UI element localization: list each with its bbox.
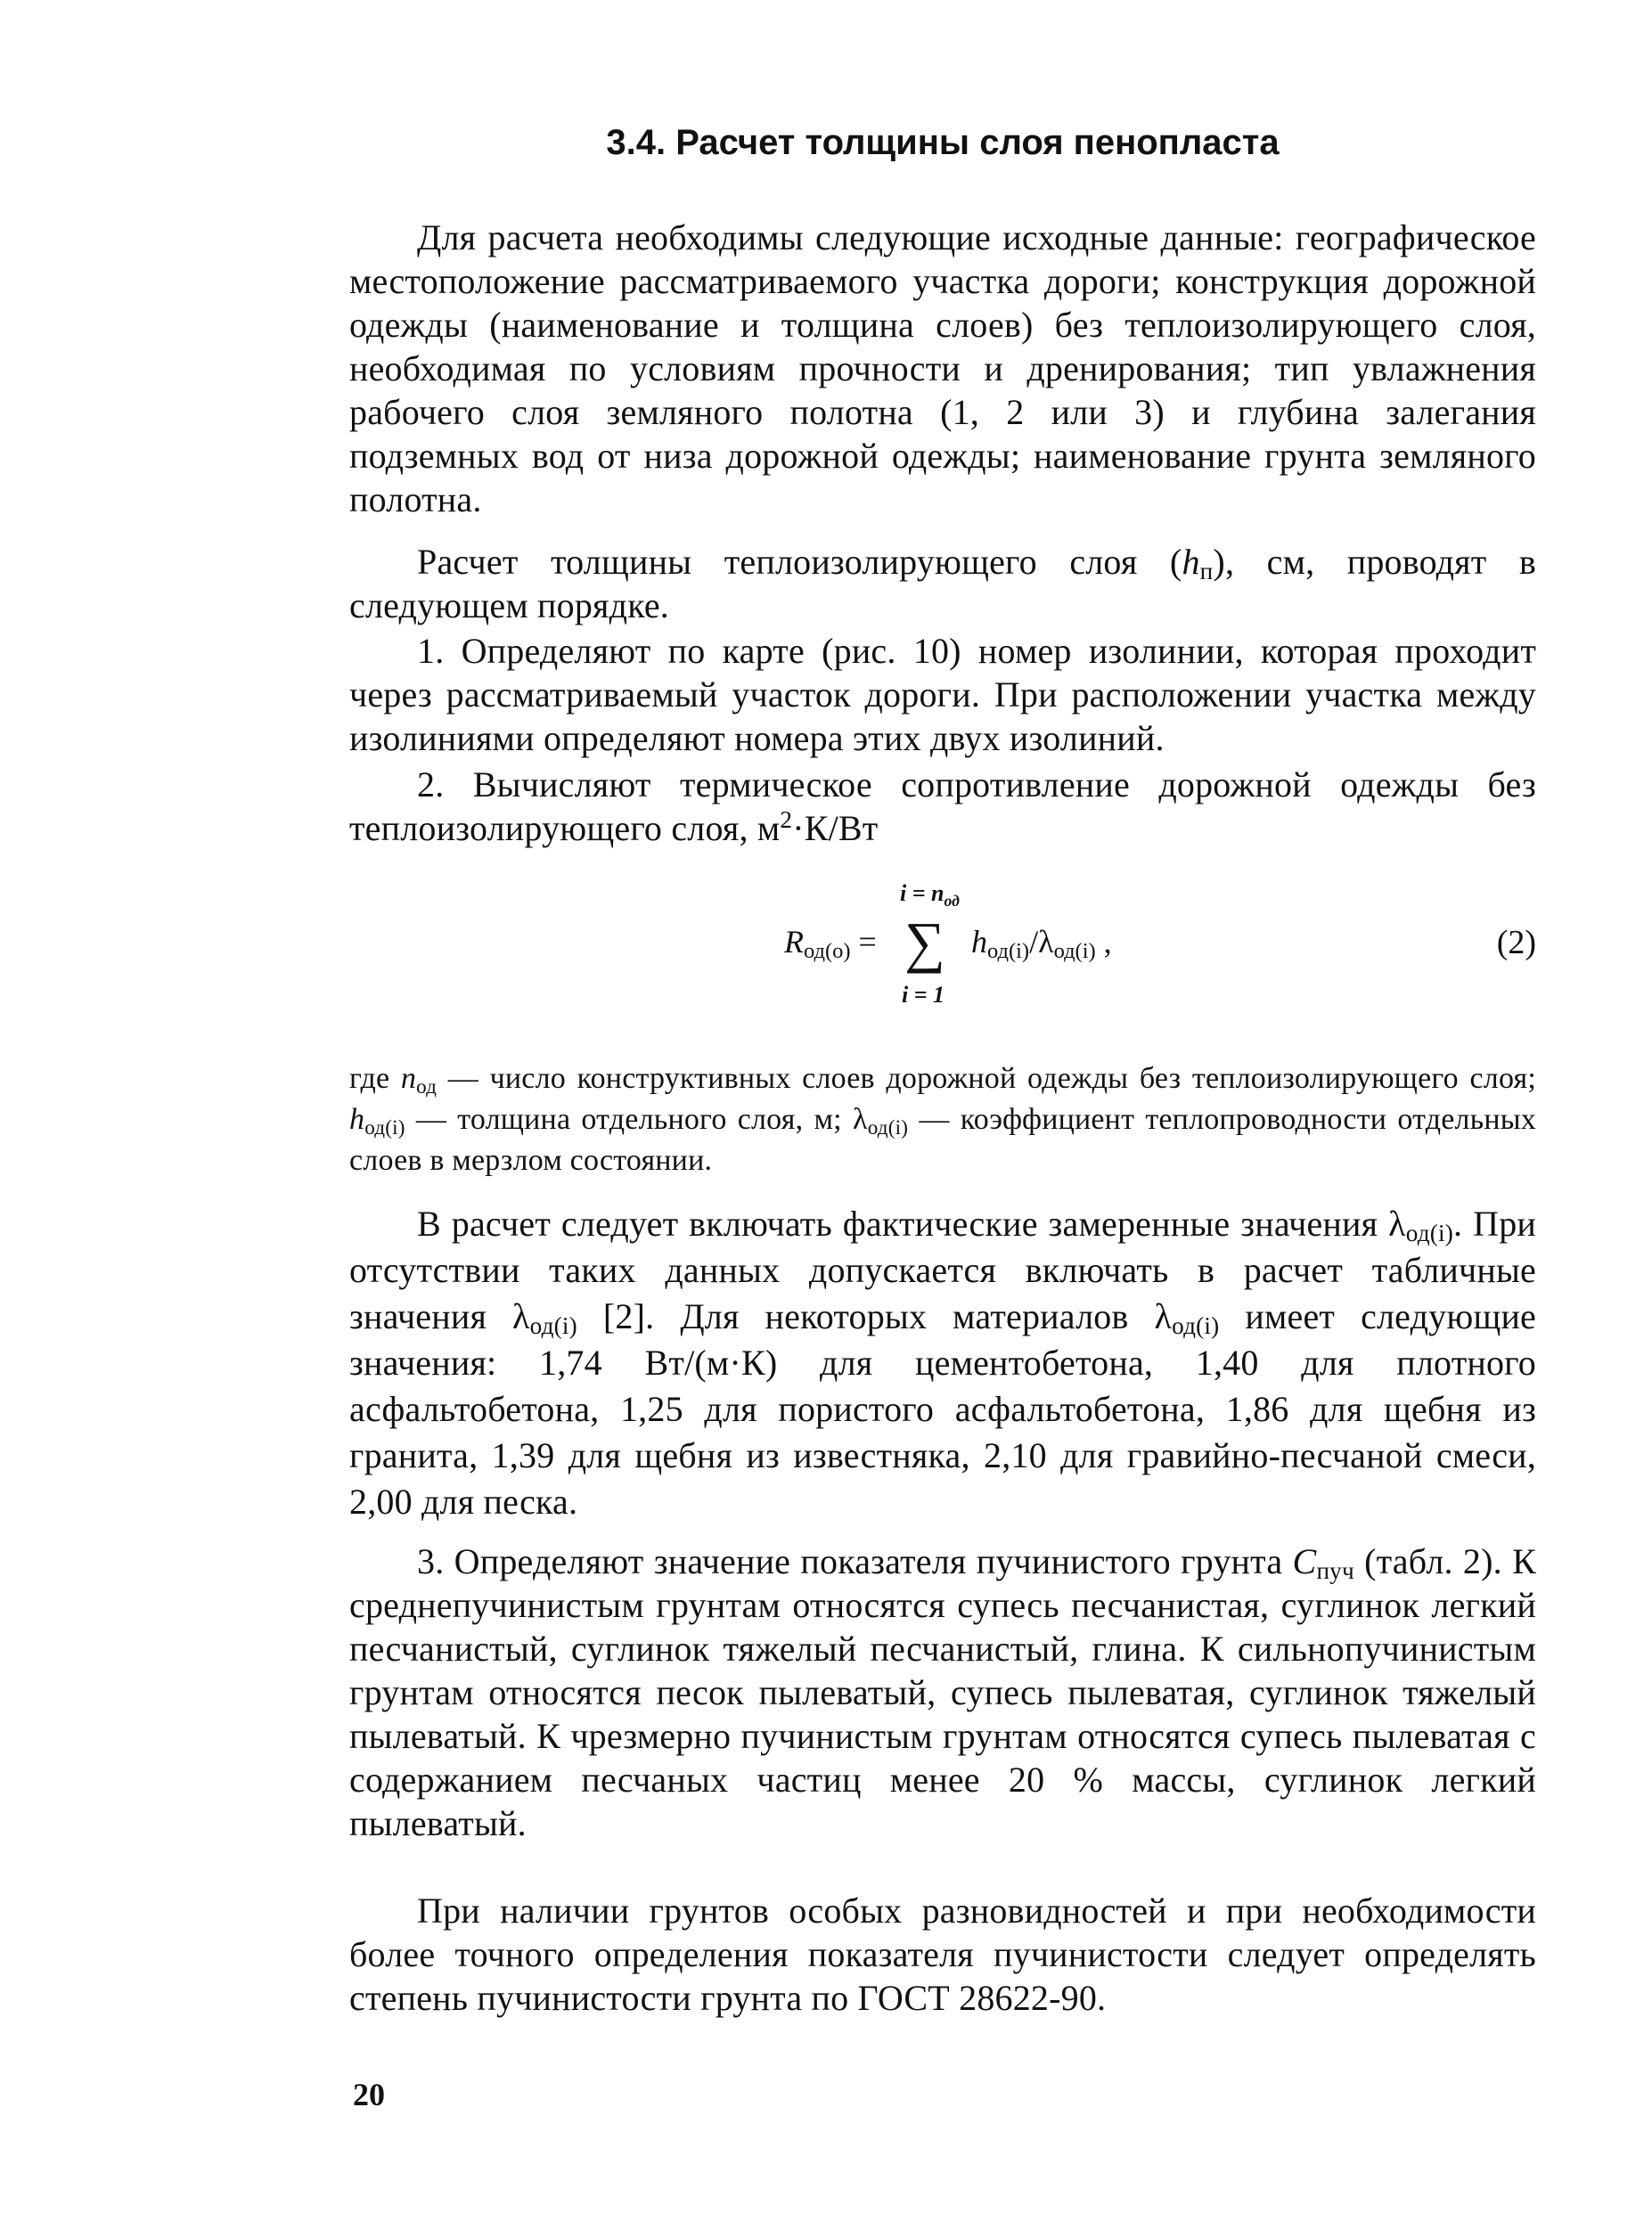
symbol-lambda: λ: [1154, 1296, 1173, 1336]
paragraph-special-soils: При наличии грунтов особых разновидностей и при необходимости более точного определения показателя пучинистости следует определять степень пучинистости грунта по ГОСТ 28622-90.: [349, 1891, 1536, 2018]
paragraph-step-1: 1. Определяют по карте (рис. 10) номер изолинии, которая проходит через рассматриваемый участок дороги. При расположении участка между изолиниями определяют номера этих двух изолиний.: [349, 631, 1536, 758]
subscript: п: [1199, 558, 1214, 584]
lambda-sub: од(i): [1405, 1220, 1454, 1246]
formula-rhs: [971, 923, 1112, 963]
paragraph-step-2: [349, 763, 1536, 850]
comma: ,: [1095, 924, 1112, 960]
lhs-sub: од(о): [804, 939, 851, 963]
equals-sign: =: [850, 924, 877, 960]
text: — толщина отдельного слоя, м;: [405, 1103, 854, 1136]
formula-lhs: [784, 923, 877, 963]
sum-lower-limit: i = 1: [902, 982, 945, 1008]
text: ·К/Вт: [792, 808, 879, 848]
text: 2. Вычисляют термическое сопротивление дорожной одежды без теплоизолирующего слоя, м: [349, 764, 1536, 848]
text: ), см, проводят в следующем порядке.: [349, 542, 1536, 625]
lambda-sub: од(i): [867, 1116, 909, 1139]
text: 3. Определяют значение показателя пучинистого грунта: [417, 1541, 1293, 1581]
upper-limit-text: i = n: [900, 880, 945, 906]
text: . При отсутствии таких данных допускается включать в расчет табличные значения: [349, 1204, 1537, 1336]
superscript: 2: [780, 806, 793, 833]
symbol-h: h: [971, 924, 987, 960]
c-sub: пуч: [1316, 1557, 1354, 1584]
h-sub: од(i): [987, 939, 1030, 963]
symbol-lambda: λ: [853, 1103, 868, 1136]
h-sub: од(i): [364, 1116, 405, 1139]
symbol-lambda: λ: [512, 1296, 530, 1336]
text: где: [349, 1062, 401, 1095]
paragraph-where: [349, 1058, 1536, 1181]
symbol-n: n: [400, 1062, 417, 1095]
n-sub: од: [416, 1075, 438, 1099]
paragraph-lambda-values: [349, 1201, 1536, 1525]
text: В расчет следует включать фактические замеренные значения: [417, 1204, 1389, 1244]
section-title: 3.4. Расчет толщины слоя пенопласта: [606, 123, 1280, 162]
symbol-h: h: [1182, 542, 1200, 582]
text: Расчет толщины теплоизолирующего слоя (: [417, 542, 1182, 582]
paragraph-step-3: [349, 1540, 1536, 1845]
symbol-h: h: [349, 1103, 365, 1136]
text: — число конструктивных слоев дорожной одежды без теплоизолирующего слоя;: [437, 1062, 1536, 1095]
formula-thermal-resistance: [784, 880, 1283, 1023]
paragraph-input-data: Для расчета необходимы следующие исходные данные: географическое местоположение рассматриваемого участка дороги; конструкция дорожной одежды (наименование и толщина слоев) без теплоизолирующего слоя, необходимая по условиям прочности и дренирования; тип увлажнения рабочего слоя земляного полотна (1, 2 или 3) и глубина залегания подземных вод от низа дорожной одежды; наименование грунта земляного полотна.: [349, 217, 1536, 519]
formula-number: (2): [1496, 924, 1536, 961]
symbol-lambda: λ: [1038, 924, 1054, 960]
symbol-lambda: λ: [1388, 1204, 1406, 1244]
text: — коэффициент теплопроводности отдельных слоев в мерзлом состоянии.: [349, 1103, 1537, 1177]
sigma-symbol: ∑: [904, 911, 945, 974]
paragraph-procedure-intro: [349, 540, 1536, 627]
slash: /: [1029, 924, 1039, 960]
symbol-c: C: [1292, 1541, 1317, 1581]
lambda-sub: од(i): [529, 1312, 577, 1339]
lambda-sub: од(i): [1172, 1312, 1220, 1339]
upper-limit-sub: од: [944, 892, 960, 910]
text: имеет следующие значения: 1,74 Вт/(м·К) для цементобетона, 1,40 для плотного асфальтобетона, 1,25 для пористого асфальтобетона, 1,86 для щебня из гранита, 1,39 для щебня из известняка, 2,10 для гравийно-песчаной смеси, 2,00 для песка.: [349, 1296, 1537, 1522]
page-number: 20: [353, 2077, 385, 2112]
sum-upper-limit: [900, 880, 960, 910]
text: (табл. 2). К среднепучинистым грунтам относятся супесь песчанистая, суглинок легкий песчанистый, суглинок тяжелый песчанистый, глина. К сильнопучинистым грунтам относятся песок пылеватый, супесь пылеватая, суглинок тяжелый пылеватый. К чрезмерно пучинистым грунтам относятся супесь пылеватая с содержанием песчаных частиц менее 20 % массы, суглинок легкий пылеватый.: [349, 1541, 1536, 1843]
text: [2]. Для некоторых материалов: [577, 1296, 1155, 1336]
lambda-sub: од(i): [1053, 939, 1096, 963]
symbol-r: R: [784, 924, 804, 960]
